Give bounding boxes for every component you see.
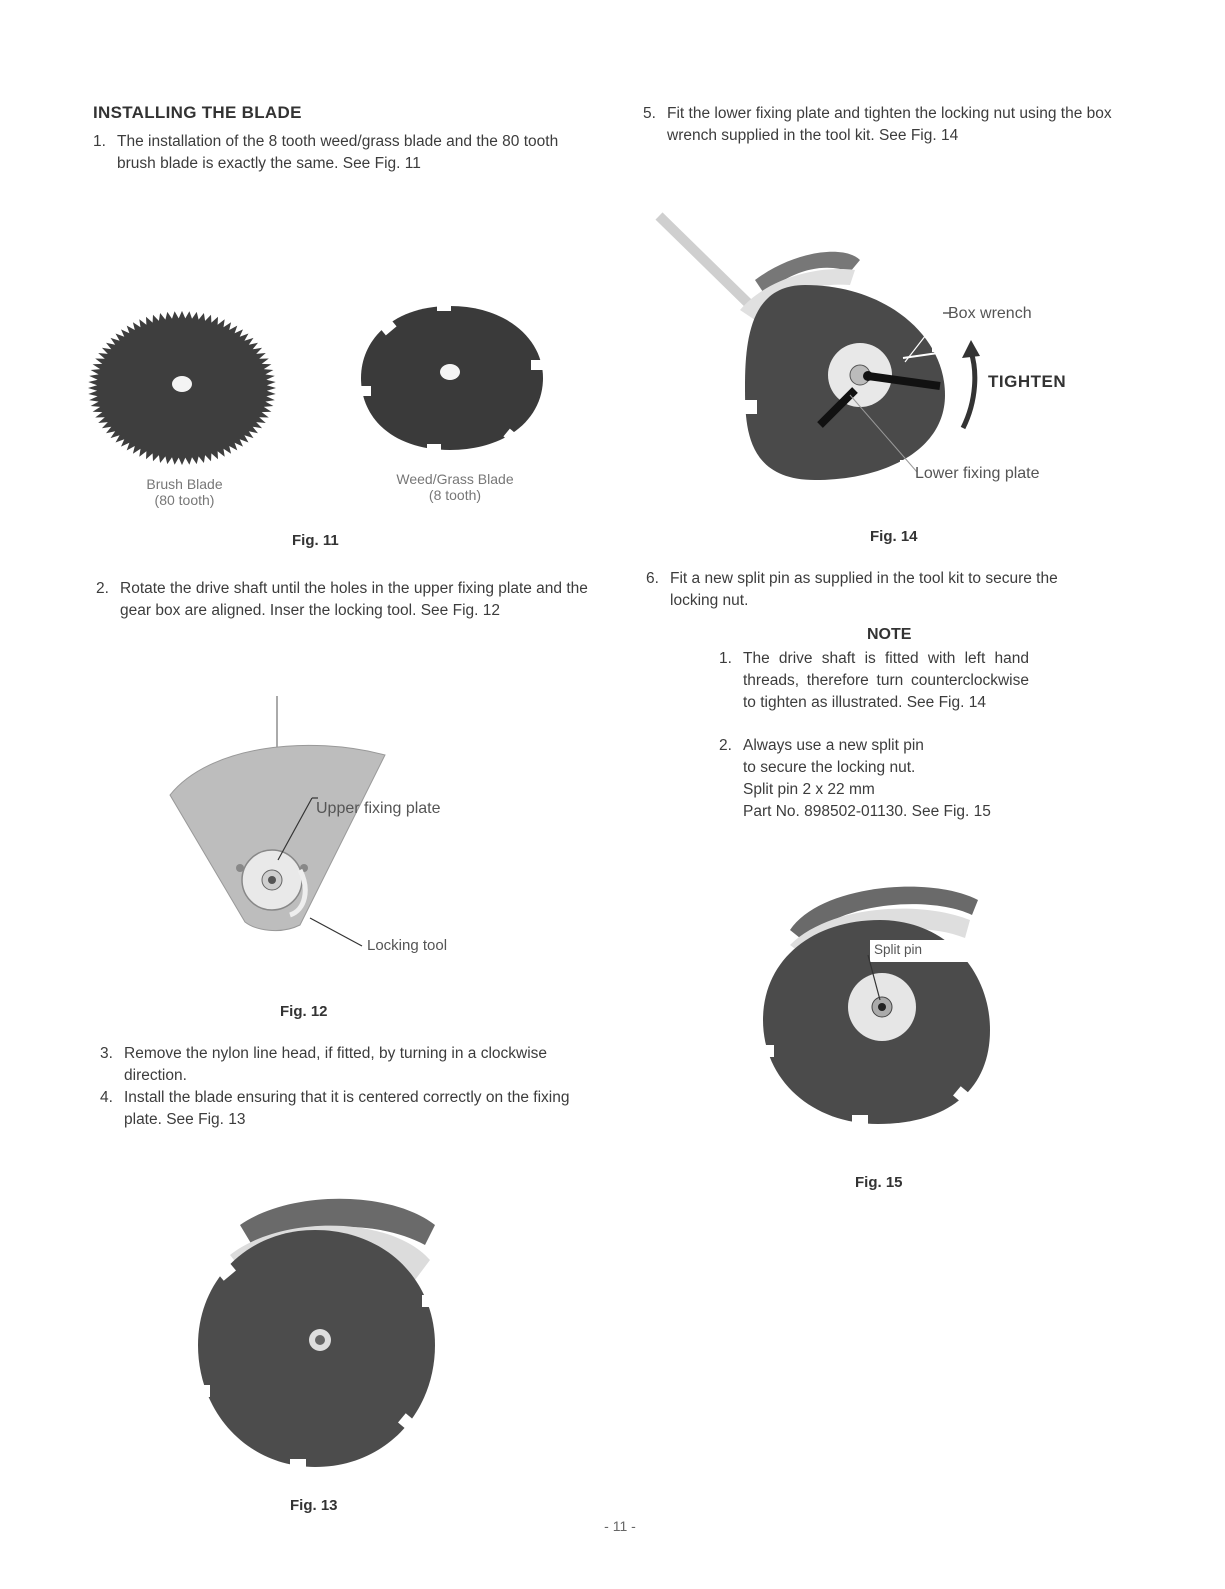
fig-15-label: Fig. 15 xyxy=(855,1174,903,1191)
lower-fixing-plate-label: Lower fixing plate xyxy=(915,465,1040,482)
brush-blade-image xyxy=(85,308,280,478)
step-number: 5. xyxy=(643,105,656,122)
box-wrench-label: Box wrench xyxy=(948,305,1032,322)
tighten-arrow-icon xyxy=(955,340,985,435)
fig-11-label: Fig. 11 xyxy=(292,532,339,549)
page-number: - 11 - xyxy=(604,1518,636,1534)
note-line: Always use a new split pin xyxy=(743,737,924,754)
split-pin-label: Split pin xyxy=(874,942,923,957)
fig-15-image xyxy=(760,860,995,1130)
step-number: 4. xyxy=(100,1089,113,1106)
fig-13-label: Fig. 13 xyxy=(290,1497,338,1514)
note-item-1 xyxy=(719,648,1029,714)
weed-blade-image xyxy=(355,300,550,460)
caption-line: (80 tooth) xyxy=(154,492,215,508)
fig-12-image xyxy=(160,690,480,960)
step-number: 1. xyxy=(93,133,106,150)
note-title: NOTE xyxy=(867,626,912,643)
step-2 xyxy=(96,578,588,622)
weed-blade-caption xyxy=(370,471,540,503)
fig-13-image xyxy=(190,1185,450,1475)
note-line: Part No. 898502-01130. See Fig. 15 xyxy=(743,803,991,820)
note-line: Split pin 2 x 22 mm xyxy=(743,781,875,798)
step-number: 2. xyxy=(96,580,109,597)
locking-tool-label: Locking tool xyxy=(367,937,448,954)
section-heading: INSTALLING THE BLADE xyxy=(93,103,302,122)
note-line: to secure the locking nut. xyxy=(743,759,916,776)
note-text: The drive shaft is fitted with left hand threads, therefore turn counterclockwise to tighten as illustrated. See Fig. 14 xyxy=(743,650,1029,711)
fig-14-image xyxy=(655,210,955,485)
brush-blade-caption xyxy=(112,476,257,508)
step-6 xyxy=(646,568,1096,612)
note-number: 1. xyxy=(719,650,732,667)
step-text: The installation of the 8 tooth weed/grass blade and the 80 tooth brush blade is exactly the same. See Fig. 11 xyxy=(117,133,559,172)
step-text: Remove the nylon line head, if fitted, by turning in a clockwise direction. xyxy=(124,1045,548,1084)
step-1 xyxy=(93,131,588,175)
step-text: Rotate the drive shaft until the holes in the upper fixing plate and the gear box are aligned. Inser the locking tool. See Fig. 12 xyxy=(120,580,588,619)
upper-fixing-plate-label: Upper fixing plate xyxy=(316,800,441,817)
caption-line: (8 tooth) xyxy=(428,487,482,503)
fig-12-label: Fig. 12 xyxy=(280,1003,328,1020)
step-4 xyxy=(100,1087,590,1131)
step-number: 3. xyxy=(100,1045,113,1062)
tighten-label: TIGHTEN xyxy=(988,372,1067,391)
caption-line: Brush Blade xyxy=(146,476,223,492)
step-text: Fit a new split pin as supplied in the tool kit to secure the locking nut. xyxy=(670,570,1058,609)
step-text: Fit the lower fixing plate and tighten the locking nut using the box wrench supplied in the tool kit. See Fig. 14 xyxy=(667,105,1112,144)
note-number: 2. xyxy=(719,737,732,754)
fig-14-label: Fig. 14 xyxy=(870,528,918,545)
step-text: Install the blade ensuring that it is centered correctly on the fixing plate. See Fig. 13 xyxy=(124,1089,570,1128)
step-number: 6. xyxy=(646,570,659,587)
note-item-2 xyxy=(719,735,1079,823)
step-3 xyxy=(100,1043,590,1087)
caption-line: Weed/Grass Blade xyxy=(396,471,514,487)
step-5 xyxy=(643,103,1138,147)
